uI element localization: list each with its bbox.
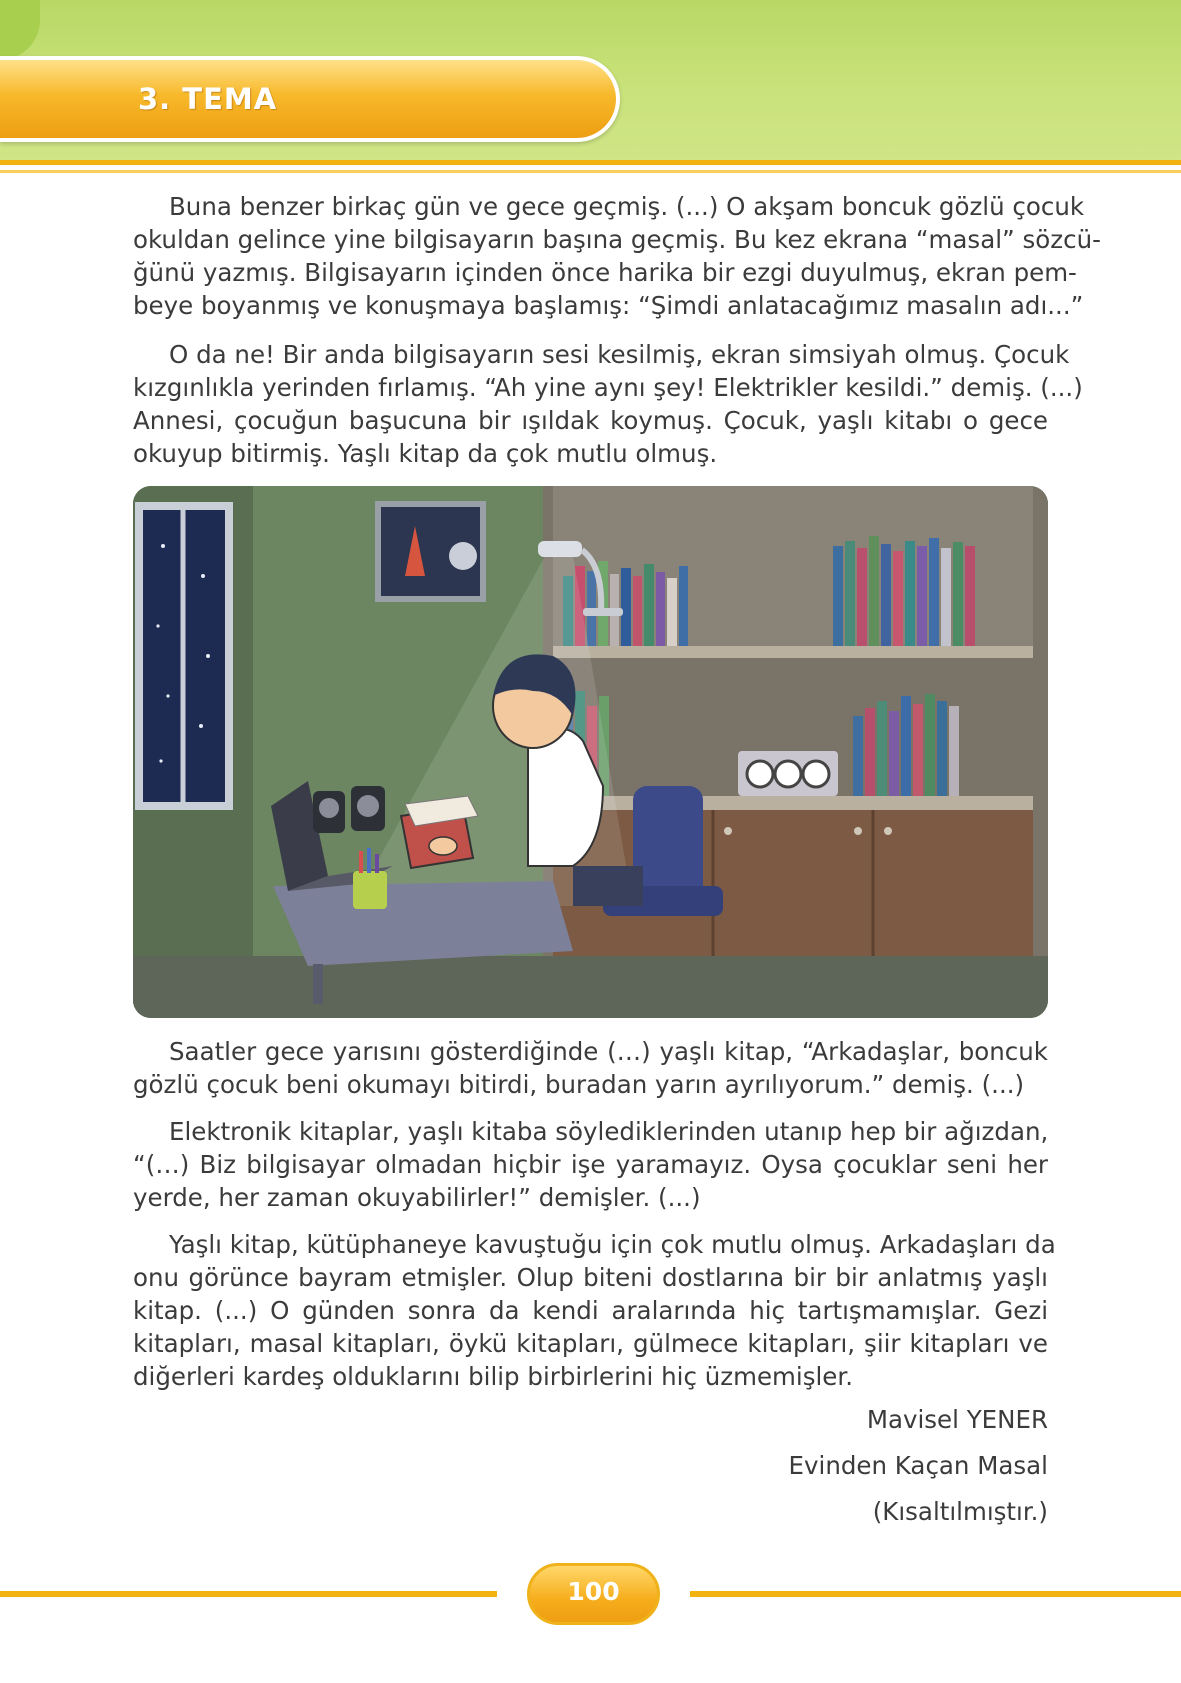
theme-tab [0,56,620,142]
paragraph-4 [133,1115,1048,1214]
paragraph-1 [133,190,1101,322]
theme-title: 3. TEMA [138,82,278,116]
text-line: yerde, her zaman okuyabilirler!” demişler. (...) [133,1183,701,1212]
paragraph-2 [133,338,1083,470]
author-name: Mavisel YENER [866,1405,1048,1434]
text-line: onu görünce bayram etmişler. Olup biteni dostlarına bir bir anlatmış yaşlı [133,1263,1048,1292]
header-rule-thin [0,170,1181,173]
text-line: Elektronik kitaplar, yaşlı kitaba söylediklerinden utanıp hep bir ağızdan, [169,1117,1049,1146]
text-line: okuldan gelince yine bilgisayarın başına geçmiş. Bu kez ekrana “masal” sözcü- [133,225,1101,254]
text-line: Buna benzer birkaç gün ve gece geçmiş. (...) O akşam boncuk gözlü çocuk [169,192,1085,221]
boy-reading-illustration [133,486,1048,1018]
pencil-cup-icon [353,871,387,909]
text-line: kitap. (...) O günden sonra da kendi aralarında hiç tartışmamışlar. Gezi [133,1296,1048,1325]
text-line: “(…) Biz bilgisayar olmadan hiçbir işe yaramayız. Oysa çocuklar seni her [133,1150,1048,1179]
text-line: O da ne! Bir anda bilgisayarın sesi kesilmiş, ekran simsiyah olmuş. Çocuk [169,340,1070,369]
speaker-icon [738,751,838,796]
paragraph-3 [133,1035,1048,1101]
source-title: Evinden Kaçan Masal [788,1451,1048,1480]
text-line: okuyup bitirmiş. Yaşlı kitap da çok mutlu olmuş. [133,439,718,468]
text-line: gözlü çocuk beni okumayı bitirdi, buradan yarın ayrılıyorum.” demiş. (...) [133,1070,1025,1099]
text-line: Yaşlı kitap, kütüphaneye kavuştuğu için çok mutlu olmuş. Arkadaşları da [169,1230,1056,1259]
page-number: 100 [567,1577,620,1606]
text-line: beye boyanmış ve konuşmaya başlamış: “Şimdi anlatacağımız masalın adı...” [133,291,1084,320]
paragraph-5 [133,1228,1056,1393]
story-illustration [133,486,1048,1018]
footer-rule-right [690,1591,1181,1597]
text-line: Saatler gece yarısını gösterdiğinde (…) yaşlı kitap, “Arkadaşlar, boncuk [169,1037,1048,1066]
text-line: kitapları, masal kitapları, öykü kitapları, gülmece kitapları, şiir kitapları ve [133,1329,1048,1358]
abridged-note: (Kısaltılmıştır.) [872,1497,1048,1526]
text-line: diğerleri kardeş olduklarını bilip birbirlerini hiç üzmemişler. [133,1362,853,1391]
text-line: kızgınlıkla yerinden fırlamış. “Ah yine aynı şey! Elektrikler kesildi.” demiş. (...) [133,373,1083,402]
footer-rule-left [0,1591,497,1597]
text-line: Annesi, çocuğun başucuna bir ışıldak koymuş. Çocuk, yaşlı kitabı o gece [133,406,1048,435]
desk-icon [273,881,573,966]
header-rule [0,160,1181,165]
text-line: ğünü yazmış. Bilgisayarın içinden önce harika bir ezgi duyulmuş, ekran pem- [133,258,1077,287]
open-book-icon [401,796,478,868]
